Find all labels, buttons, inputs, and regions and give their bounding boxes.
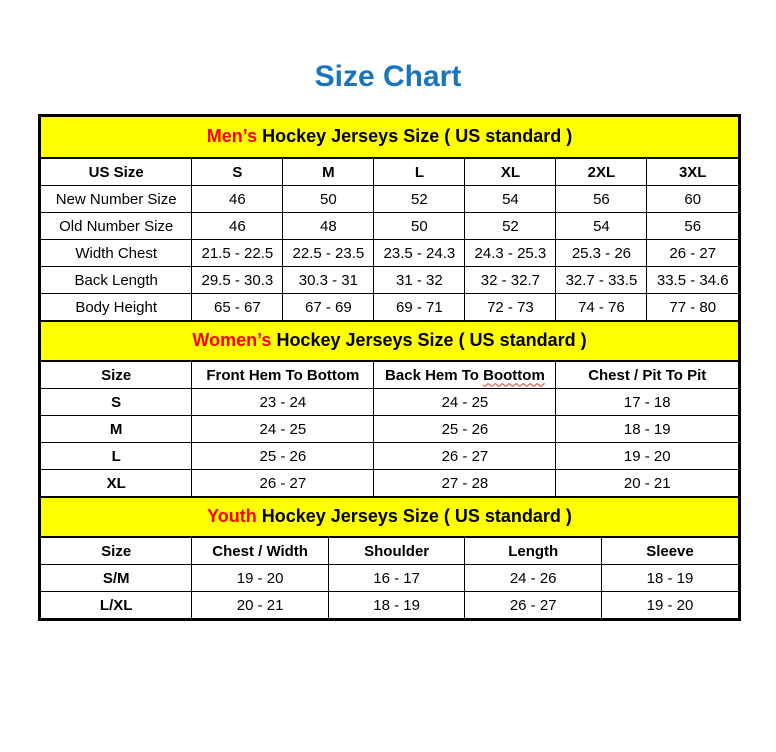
size-chart-page [0, 60, 776, 621]
youth-band-highlight: Youth [207, 506, 257, 526]
size-value: 50 [283, 186, 374, 213]
womens-size-table [41, 362, 738, 496]
column-header: Chest / Pit To Pit [556, 362, 738, 389]
table-row [41, 294, 738, 321]
size-value: 74 - 76 [556, 294, 647, 321]
mens-band-highlight: Men’s [206, 126, 258, 146]
mens-size-table [41, 159, 738, 320]
size-value: 19 - 20 [601, 592, 738, 619]
size-chart [38, 114, 741, 621]
header-row [41, 362, 738, 389]
size-value: 26 - 27 [465, 592, 602, 619]
row-label: Body Height [41, 294, 192, 321]
header-row [41, 538, 738, 565]
row-label: Width Chest [41, 240, 192, 267]
row-label: New Number Size [41, 186, 192, 213]
size-value: 20 - 21 [556, 470, 738, 497]
size-value: 19 - 20 [192, 565, 329, 592]
size-value: 19 - 20 [556, 443, 738, 470]
size-value: 30.3 - 31 [283, 267, 374, 294]
size-value: 18 - 19 [556, 416, 738, 443]
column-header: 2XL [556, 159, 647, 186]
table-row [41, 389, 738, 416]
mens-section-band [41, 117, 738, 159]
size-value: 50 [374, 213, 465, 240]
column-header: Shoulder [328, 538, 465, 565]
size-value: 24 - 25 [192, 416, 374, 443]
table-row [41, 267, 738, 294]
size-value: 52 [374, 186, 465, 213]
size-value: 69 - 71 [374, 294, 465, 321]
size-value: 24 - 26 [465, 565, 602, 592]
column-header: Sleeve [601, 538, 738, 565]
table-row [41, 186, 738, 213]
size-value: 25.3 - 26 [556, 240, 647, 267]
size-value: 24 - 25 [374, 389, 556, 416]
size-value: 18 - 19 [328, 592, 465, 619]
table-row [41, 213, 738, 240]
size-value: 77 - 80 [647, 294, 738, 321]
size-value: 48 [283, 213, 374, 240]
size-value: 29.5 - 30.3 [192, 267, 283, 294]
mens-section [41, 117, 738, 320]
size-value: 24.3 - 25.3 [465, 240, 556, 267]
womens-section-band [41, 320, 738, 362]
size-value: 32 - 32.7 [465, 267, 556, 294]
column-header: Size [41, 362, 192, 389]
column-header: Back Hem To Boottom [374, 362, 556, 389]
row-label: S/M [41, 565, 192, 592]
column-header: S [192, 159, 283, 186]
womens-band-highlight: Women’s [192, 330, 272, 350]
table-row [41, 240, 738, 267]
size-value: 16 - 17 [328, 565, 465, 592]
row-label: XL [41, 470, 192, 497]
table-row [41, 470, 738, 497]
row-label: Back Length [41, 267, 192, 294]
size-value: 72 - 73 [465, 294, 556, 321]
size-value: 67 - 69 [283, 294, 374, 321]
table-row [41, 565, 738, 592]
size-value: 33.5 - 34.6 [647, 267, 738, 294]
column-header: US Size [41, 159, 192, 186]
table-row [41, 592, 738, 619]
size-value: 65 - 67 [192, 294, 283, 321]
row-label: S [41, 389, 192, 416]
row-label: L [41, 443, 192, 470]
column-header: 3XL [647, 159, 738, 186]
size-value: 18 - 19 [601, 565, 738, 592]
column-header: Length [465, 538, 602, 565]
size-value: 26 - 27 [647, 240, 738, 267]
mens-band-text: Hockey Jerseys Size ( US standard ) [257, 126, 573, 146]
size-value: 52 [465, 213, 556, 240]
row-label: M [41, 416, 192, 443]
row-label: L/XL [41, 592, 192, 619]
misspelled-word: Boottom [483, 366, 545, 384]
size-value: 31 - 32 [374, 267, 465, 294]
column-header: L [374, 159, 465, 186]
page-title: Size Chart [314, 60, 462, 93]
table-row [41, 443, 738, 470]
youth-section-band [41, 496, 738, 538]
size-value: 56 [647, 213, 738, 240]
size-value: 27 - 28 [374, 470, 556, 497]
size-value: 26 - 27 [374, 443, 556, 470]
size-value: 46 [192, 186, 283, 213]
size-value: 23 - 24 [192, 389, 374, 416]
womens-band-text: Hockey Jerseys Size ( US standard ) [271, 330, 587, 350]
column-header: XL [465, 159, 556, 186]
youth-band-text: Hockey Jerseys Size ( US standard ) [256, 506, 572, 526]
size-value: 17 - 18 [556, 389, 738, 416]
youth-section [41, 496, 738, 618]
row-label: Old Number Size [41, 213, 192, 240]
size-value: 32.7 - 33.5 [556, 267, 647, 294]
size-value: 60 [647, 186, 738, 213]
size-value: 21.5 - 22.5 [192, 240, 283, 267]
column-header: Chest / Width [192, 538, 329, 565]
size-value: 26 - 27 [192, 470, 374, 497]
size-value: 54 [465, 186, 556, 213]
size-value: 20 - 21 [192, 592, 329, 619]
column-header: M [283, 159, 374, 186]
column-header: Front Hem To Bottom [192, 362, 374, 389]
youth-size-table [41, 538, 738, 618]
size-value: 46 [192, 213, 283, 240]
size-value: 22.5 - 23.5 [283, 240, 374, 267]
size-value: 25 - 26 [192, 443, 374, 470]
size-value: 25 - 26 [374, 416, 556, 443]
womens-section [41, 320, 738, 496]
size-value: 56 [556, 186, 647, 213]
size-value: 23.5 - 24.3 [374, 240, 465, 267]
column-header: Size [41, 538, 192, 565]
size-value: 54 [556, 213, 647, 240]
header-row [41, 159, 738, 186]
table-row [41, 416, 738, 443]
